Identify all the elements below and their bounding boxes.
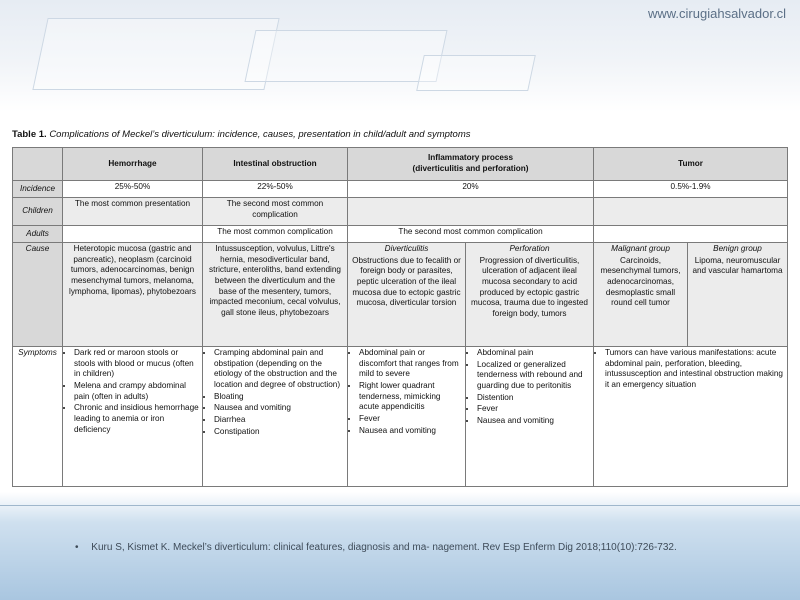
children-inflammatory [348,198,594,226]
row-symptoms [13,347,788,487]
symptoms-perforation [466,347,594,487]
row-cause [13,243,788,347]
symptoms-list [206,348,344,437]
row-incidence [13,181,788,198]
cause-perforation-text: Progression of diverticulitis, ulceration of adjacent ileal mucosa secondary to acid produced by ectopic gastric mucosa, trauma due to ingested foreign body, tumors [471,255,588,318]
col-header-hemorrhage: Hemorrhage [63,148,203,181]
footer-divider [0,505,800,506]
adults-inflammatory: The second most common complication [348,226,594,243]
cause-malignant-title: Malignant group [611,244,670,253]
incidence-hemorrhage: 25%-50% [63,181,203,198]
header-row [13,148,788,181]
cause-benign [688,243,788,347]
cause-diverticulitis [348,243,466,347]
symptom-item: • Melena and crampy abdominal pain (often in adults) [74,381,199,402]
cause-obstruction: Intussusception, volvulus, Littre's hernia, mesodiverticular band, stricture, enteroliths, band extending between the diverticulum and the base of the mesentery, tumors, impacted meconium, cecal volvulus, gall stone ileus, phytobezoars [203,243,348,347]
cause-perforation-title: Perforation [509,244,550,253]
symptom-item: • Nausea and vomiting [477,416,590,427]
symptom-item: • Abdominal pain or discomfort that ranges from mild to severe [359,348,462,380]
incidence-inflammatory: 20% [348,181,594,198]
cause-diverticulitis-title: Diverticulitis [384,244,429,253]
reference-citation [75,542,677,553]
symptom-item: • Distention [477,393,590,404]
symptoms-tumor [594,347,788,487]
header-banner [0,0,800,112]
cause-malignant [594,243,688,347]
symptom-item: • Chronic and insidious hemorrhage leading to anemia or iron deficiency [74,403,199,435]
site-url: www.cirugiahsalvador.cl [647,6,786,21]
row-label-incidence: Incidence [13,181,63,198]
table-caption [12,129,471,140]
cause-benign-text: Lipoma, neuromuscular and vascular hamartoma [692,255,783,276]
symptom-item: • Right lower quadrant tenderness, mimicking acute appendicitis [359,381,462,413]
symptom-item: • Nausea and vomiting [214,403,344,414]
incidence-tumor: 0.5%-1.9% [594,181,788,198]
symptom-item: • Nausea and vomiting [359,426,462,437]
row-adults [13,226,788,243]
row-label-symptoms: Symptoms [13,347,63,487]
adults-hemorrhage [63,226,203,243]
symptom-item: • Tumors can have various manifestations: acute abdominal pain, perforation, bleeding, intussusception and intestinal obstruction making it an emergency situation [605,348,784,391]
cause-hemorrhage: Heterotopic mucosa (gastric and pancreatic), neoplasm (carcinoid tumors, adenocarcinomas, benign mesenchymal tumors, melanoma, lymphoma, lipomas), phytobezoars [63,243,203,347]
banner-decoration [416,55,536,91]
symptoms-list [66,348,199,435]
adults-obstruction: The most common complication [203,226,348,243]
symptoms-list [351,348,462,436]
col-header-obstruction: Intestinal obstruction [203,148,348,181]
symptom-item: • Abdominal pain [477,348,590,359]
symptom-item: • Constipation [214,427,344,438]
row-label-children: Children [13,198,63,226]
symptoms-list [469,348,590,427]
row-children [13,198,788,226]
corner-cell [13,148,63,181]
symptom-item: • Localized or generalized tenderness with rebound and guarding due to peritonitis [477,360,590,392]
symptoms-list [597,348,784,391]
col-header-inflammatory-line1: Inflammatory process [427,153,514,163]
complications-table [12,147,788,487]
cause-perforation [466,243,594,347]
reference-bullet: • [75,542,79,553]
symptoms-hemorrhage [63,347,203,487]
symptoms-obstruction [203,347,348,487]
symptom-item: • Dark red or maroon stools or stools with blood or mucus (often in children) [74,348,199,380]
reference-text: Kuru S, Kismet K. Meckel’s diverticulum: clinical features, diagnosis and ma- nagement. Rev Esp Enferm Dig 2018;110(10):726-732. [91,542,677,553]
children-obstruction: The second most common complication [203,198,348,226]
symptom-item: • Cramping abdominal pain and obstipation (depending on the etiology of the obstruction and the location and degree of obstruction) [214,348,344,391]
table-caption-label: Table 1. [12,129,47,140]
col-header-inflammatory [348,148,594,181]
symptom-item: • Fever [477,404,590,415]
cause-malignant-text: Carcinoids, mesenchymal tumors, adenocarcinomas, desmoplastic small round cell tumor [600,255,681,308]
row-label-adults: Adults [13,226,63,243]
row-label-cause: Cause [13,243,63,347]
children-tumor [594,198,788,226]
banner-decoration [32,18,279,90]
incidence-obstruction: 22%-50% [203,181,348,198]
col-header-tumor: Tumor [594,148,788,181]
symptom-item: • Diarrhea [214,415,344,426]
table-caption-text: Complications of Meckel’s diverticulum: incidence, causes, presentation in child/adult and symptoms [49,129,471,140]
children-hemorrhage: The most common presentation [63,198,203,226]
cause-benign-title: Benign group [713,244,762,253]
symptoms-diverticulitis [348,347,466,487]
symptom-item: • Fever [359,414,462,425]
cause-diverticulitis-text: Obstructions due to fecalith or foreign body or parasites, peptic ulceration of the ileal mucosa due to ectopic gastric mucosa, diverticular torsion [352,255,461,308]
adults-tumor [594,226,788,243]
symptom-item: • Bloating [214,392,344,403]
col-header-inflammatory-line2: (diverticulitis and perforation) [412,164,529,173]
banner-decoration [244,30,447,82]
